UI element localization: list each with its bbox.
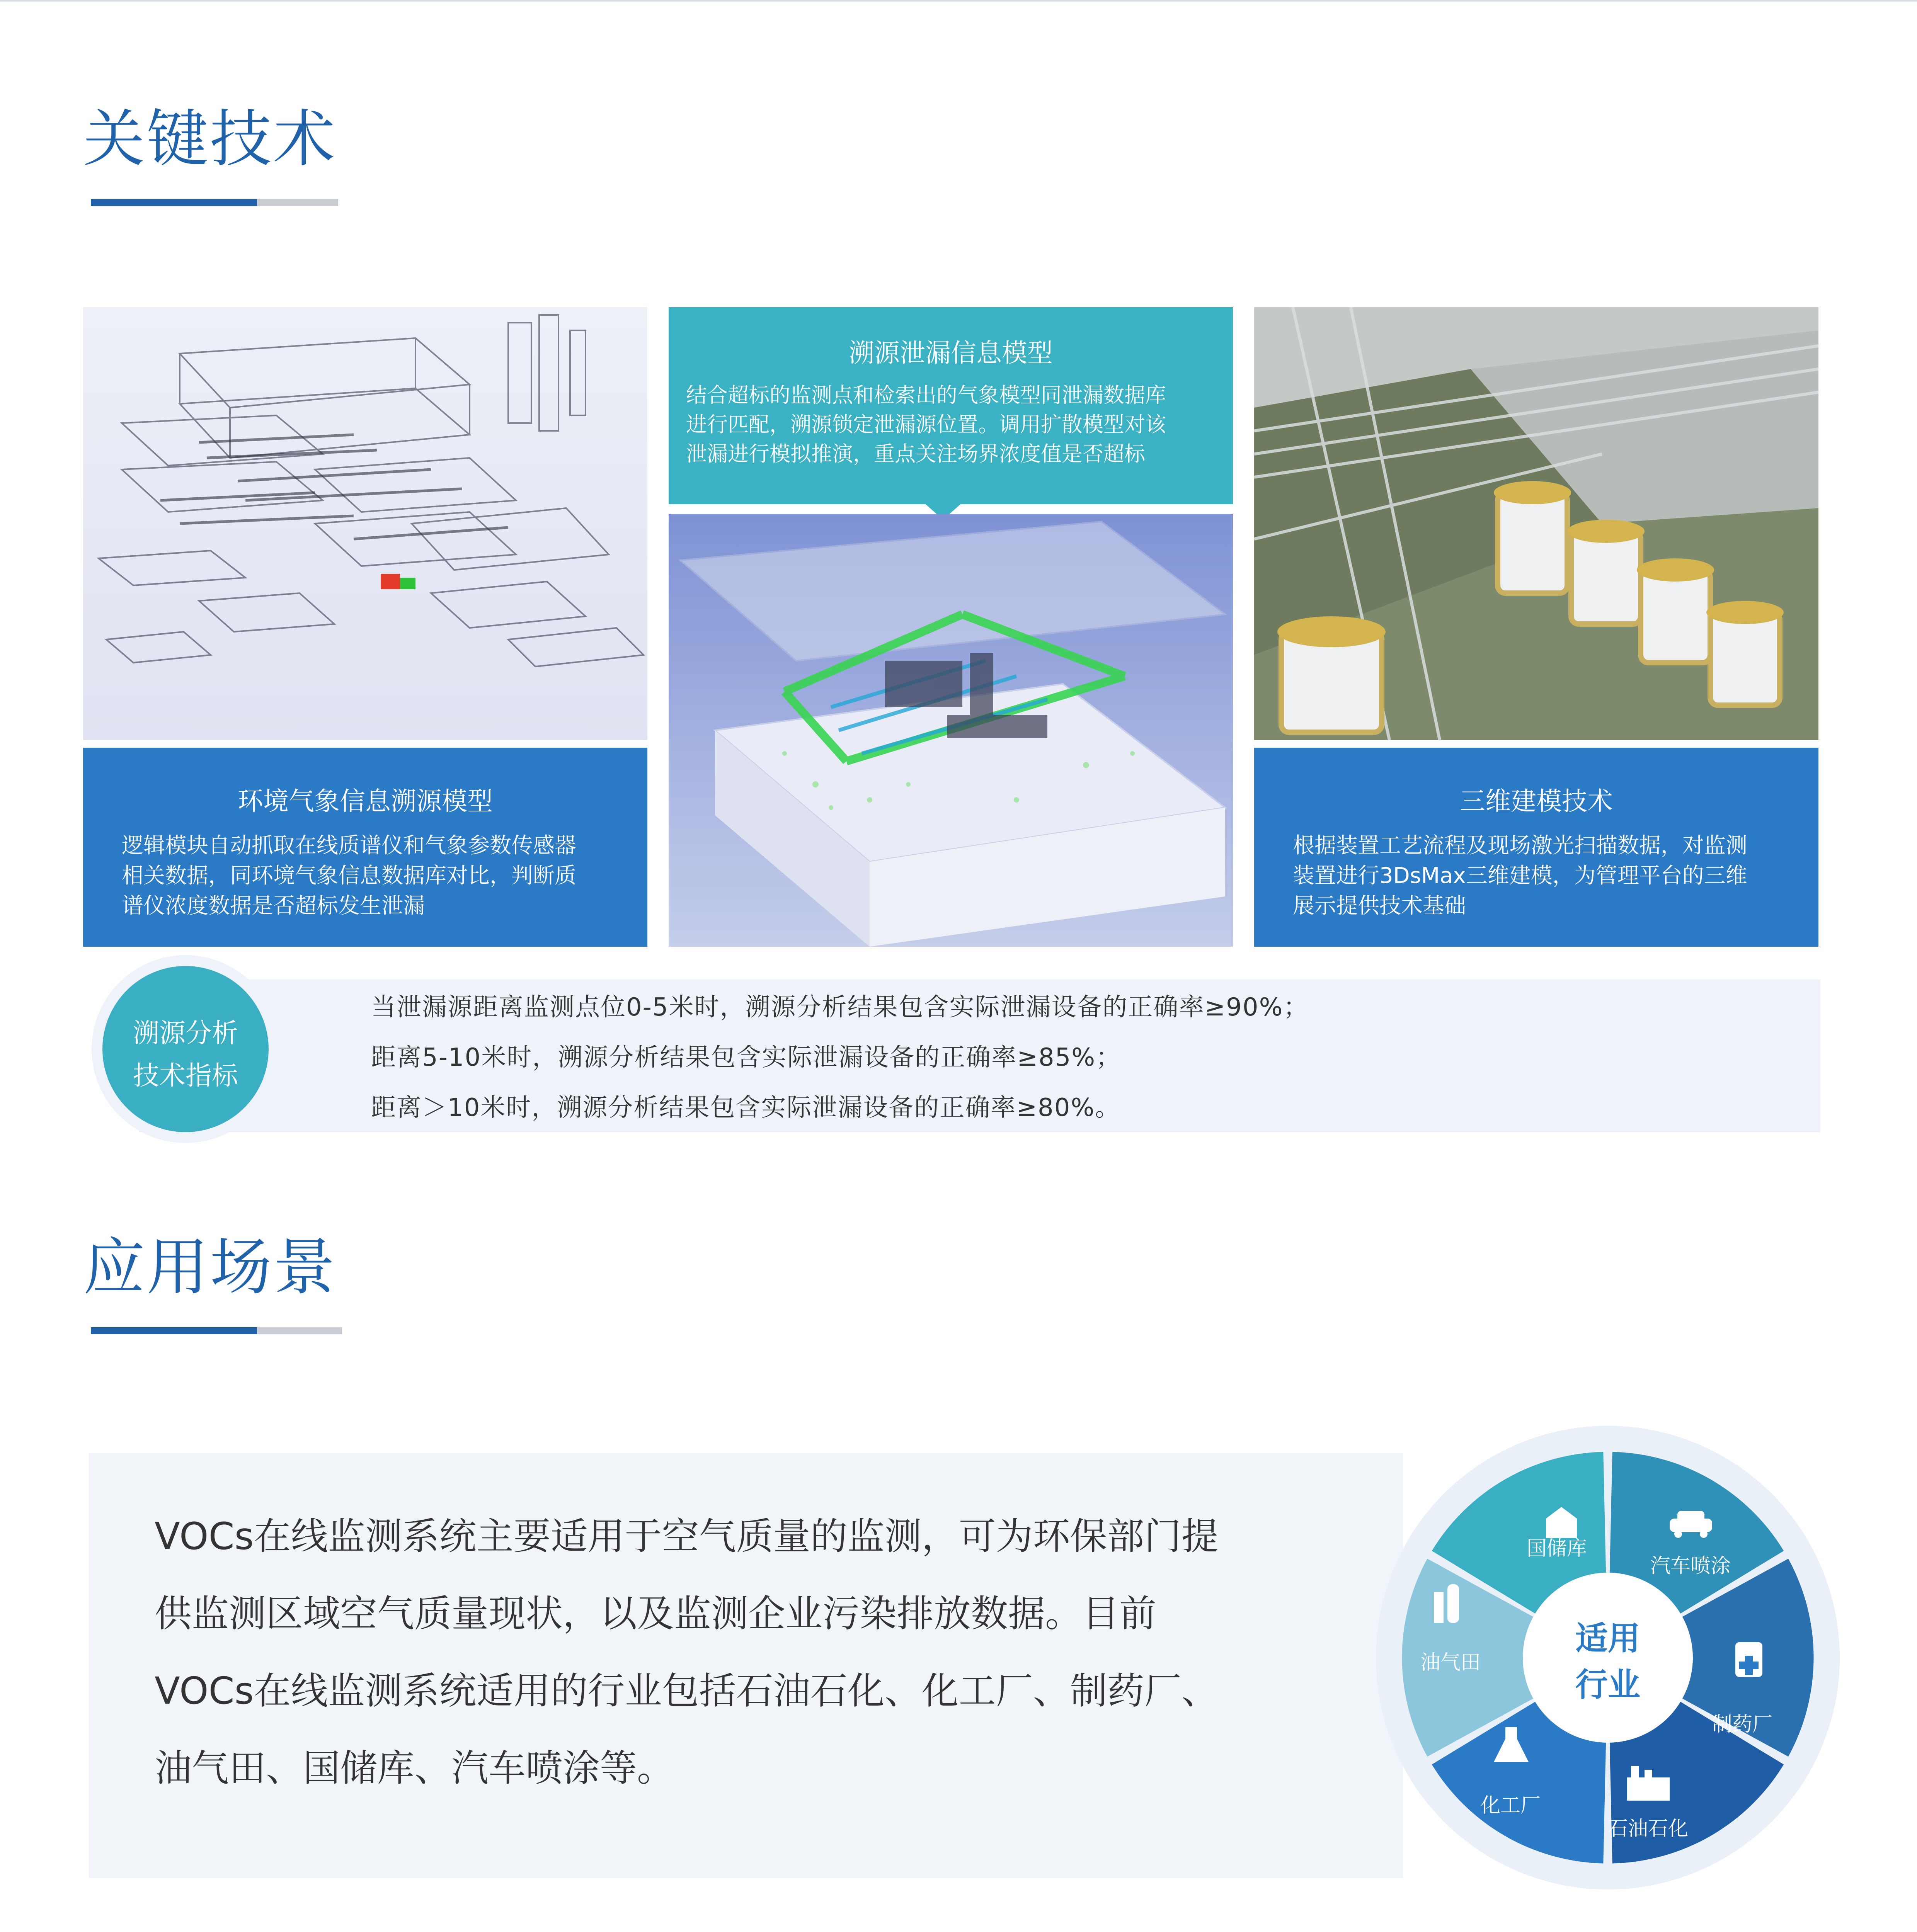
indicator-badge: 溯源分析 技术指标: [102, 966, 269, 1132]
industry-label-petrochemical: 石油石化: [1608, 1817, 1689, 1840]
industry-label-chemical-plant: 化工厂: [1480, 1794, 1541, 1817]
industry-label-pharma: 制药厂: [1712, 1713, 1773, 1736]
3d-modeling-desc: 根据装置工艺流程及现场激光扫描数据，对监测 装置进行3DsMax三维建模，为管理平台的三维 展示提供技术基础: [1293, 833, 1747, 918]
industry-label-oil-gas-field: 油气田: [1420, 1651, 1481, 1674]
top-border: [0, 0, 1917, 2]
indicator-line-1: 当泄漏源距离监测点位0-5米时，溯源分析结果包含实际泄漏设备的正确率≥90%；: [371, 993, 1309, 1022]
3d-modeling-box: [1254, 748, 1818, 947]
section-title-application: 应用场景: [83, 1231, 337, 1303]
industry-label-car-painting: 汽车喷涂: [1650, 1554, 1731, 1578]
env-model-title: 环境气象信息溯源模型: [238, 786, 493, 816]
application-line-4: 油气田、国储库、汽车喷涂等。: [155, 1747, 674, 1790]
application-line-1: VOCs在线监测系统主要适用于空气质量的监测，可为环保部门提: [155, 1515, 1219, 1558]
3d-plant-model-image: [1254, 307, 1818, 740]
section-title-tech: 关键技术: [83, 103, 337, 175]
3d-modeling-title: 三维建模技术: [1460, 786, 1613, 816]
env-model-desc: 逻辑模块自动抓取在线质谱仪和气象参数传感器 相关数据，同环境气象信息数据库对比，判断质 谱仪浓度数据是否超标发生泄漏: [122, 833, 576, 918]
application-line-2: 供监测区域空气质量现状，以及监测企业污染排放数据。目前: [155, 1592, 1156, 1635]
env-model-box: [83, 748, 647, 947]
wheel-center-label: 适用 行业: [1575, 1619, 1640, 1704]
indicator-line-3: 距离＞10米时，溯源分析结果包含实际泄漏设备的正确率≥80%。: [371, 1094, 1121, 1122]
diffusion-simulation-image: [669, 514, 1233, 947]
industry-label-warehouse: 国储库: [1527, 1537, 1587, 1560]
section-underline: [91, 1327, 342, 1334]
wireframe-model-image: [83, 307, 647, 740]
leak-model-title: 溯源泄漏信息模型: [849, 338, 1053, 368]
leak-model-desc: 结合超标的监测点和检索出的气象模型同泄漏数据库 进行匹配，溯源锁定泄漏源位置。调用扩散模型对该 泄漏进行模拟推演，重点关注场界浓度值是否超标: [686, 383, 1166, 466]
leak-model-box: [669, 307, 1233, 504]
section-underline: [91, 199, 338, 206]
application-line-3: VOCs在线监测系统适用的行业包括石油石化、化工厂、制药厂、: [155, 1669, 1219, 1713]
indicator-line-2: 距离5-10米时，溯源分析结果包含实际泄漏设备的正确率≥85%；: [371, 1043, 1122, 1072]
